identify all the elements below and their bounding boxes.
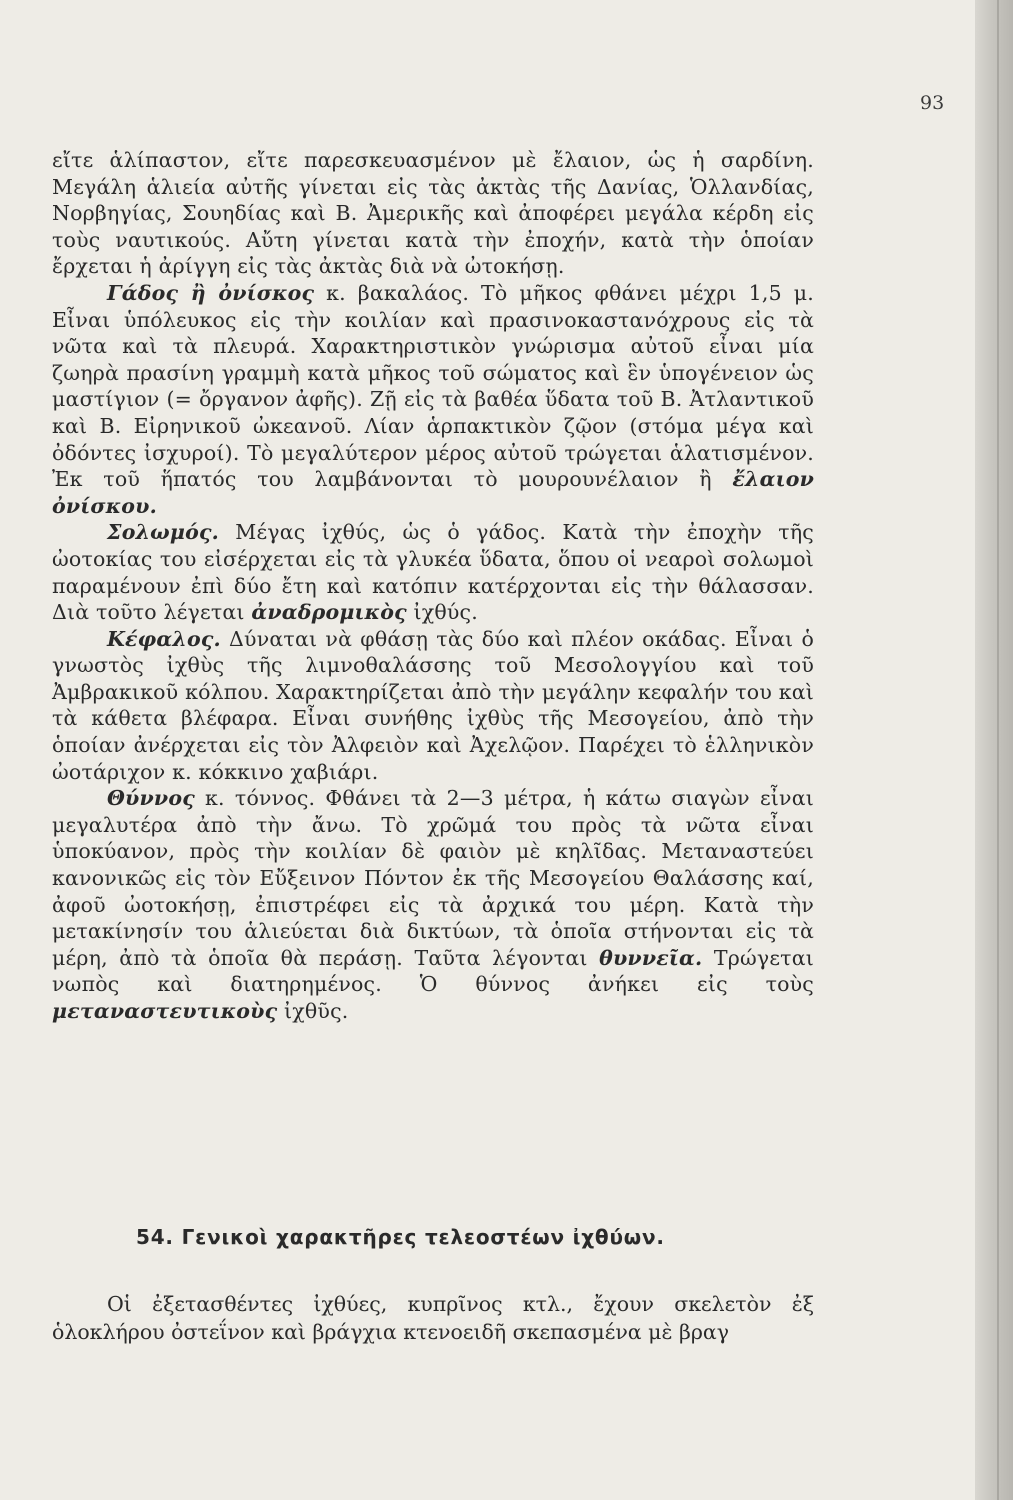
thynnos-term: Θύννος (107, 786, 195, 811)
gados-term: Γάδος ἢ ὀνίσκος (107, 280, 315, 305)
page-number: 93 (920, 92, 945, 114)
thynnos-text-2: Τρώγεται νωπὸς καὶ διατηρημένος. Ὁ θύννος ἀνήκει εἰς τοὺς (52, 945, 814, 997)
solomos-text: Μέγας ἰχθύς, ὡς ὁ γάδος. Κατὰ τὴν ἐποχὴν τῆς ὠοτοκίας του εἰσέρχεται εἰς τὰ γλυκέα ὕδατα, ὅπου οἱ νεαροὶ σολωμοὶ παραμένουν ἐπὶ δύο ἔτη καὶ κατόπιν κατέρχονται εἰς τὴν θάλασσαν. Διὰ τοῦτο λέγεται (52, 520, 814, 625)
section-body (52, 1290, 814, 1346)
kefalos-paragraph (52, 626, 814, 786)
section-paragraph: Οἱ ἐξετασθέντες ἰχθύες, κυπρῖνος κτλ., ἔχουν σκελετὸν ἐξ ὁλοκλήρου ὀστεΐνον καὶ βράγχια κτενοειδῆ σκεπασμένα μὲ βραγ (52, 1292, 814, 1344)
gados-oil-term: ἔλαιον ὀνίσκου. (52, 467, 814, 518)
solomos-text-end: ἰχθύς. (406, 600, 478, 625)
metanasteutikous-term: μεταναστευτικοὺς (52, 999, 278, 1023)
kefalos-text: Δύναται νὰ φθάσῃ τὰς δύο καὶ πλέον οκάδας. Εἶναι ὁ γνωστὸς ἰχθὺς τῆς λιμνοθαλάσσης τοῦ Μεσολογγίου καὶ τοῦ Ἀμβρακικοῦ κόλπου. Χαρακτηρίζεται ἀπὸ τὴν μεγάλην κεφαλήν του καὶ τὰ κάθετα βλέφαρα. Εἶναι συνήθης ἰχθὺς τῆς Μεσογείου, ἀπὸ τὴν ὁποίαν ἀνέρχεται εἰς τὸν Ἀλφειὸν καὶ Ἀχελῷον. Παρέχει τὸ ἑλληνικὸν ὠοτάριχον κ. κόκκινο χαβιάρι. (52, 626, 814, 784)
page-edge-line (997, 0, 999, 1500)
kefalos-term: Κέφαλος. (107, 626, 221, 651)
thynneia-term: θυννεῖα. (599, 945, 703, 970)
thynnos-paragraph (52, 785, 814, 1024)
thynnos-text-end: ἰχθῦς. (277, 999, 349, 1023)
body-text (52, 147, 814, 1025)
solomos-paragraph (52, 519, 814, 625)
gados-paragraph (52, 280, 814, 519)
page-edge (975, 0, 1013, 1500)
solomos-term: Σολωμός. (107, 520, 219, 545)
anadromikos-term: ἀναδρομικὸς (251, 600, 407, 625)
thynnos-text: κ. τόννος. Φθάνει τὰ 2—3 μέτρα, ἡ κάτω σιαγὼν εἶναι μεγαλυτέρα ἀπὸ τὴν ἄνω. Τὸ χρῶμά του πρὸς τὰ νῶτα εἶναι ὑποκύανον, πρὸς τὴν κοιλίαν δὲ φαιὸν μὲ κηλῖδας. Μεταναστεύει κανονικῶς εἰς τὸν Εὔξεινον Πόντον ἐκ τῆς Μεσογείου Θαλάσσης καί, ἀφοῦ ὠοτοκήσῃ, ἐπιστρέφει εἰς τὰ ἀρχικά του μέρη. Κατὰ τὴν μετακίνησίν του ἁλιεύεται διὰ δικτύων, τὰ ὁποῖα στήνονται εἰς τὰ μέρη, ἀπὸ τὰ ὁποῖα θὰ περάσῃ. Ταῦτα λέγονται (52, 786, 814, 970)
intro-paragraph: εἴτε ἁλίπαστον, εἴτε παρεσκευασμένον μὲ ἔλαιον, ὡς ἡ σαρδίνη. Μεγάλη ἁλιεία αὐτῆς γίνεται εἰς τὰς ἀκτὰς τῆς Δανίας, Ὁλλανδίας, Νορβηγίας, Σουηδίας καὶ Β. Ἀμερικῆς καὶ ἀποφέρει μεγάλα κέρδη εἰς τοὺς ναυτικούς. Αὔτη γίνεται κατὰ τὴν ἐποχήν, κατὰ τὴν ὁποίαν ἔρχεται ἡ ἀρίγγη εἰς τὰς ἀκτὰς διὰ νὰ ὠτοκήσῃ. (52, 148, 814, 279)
gados-text: κ. βακαλάος. Τὸ μῆκος φθάνει μέχρι 1,5 μ. Εἶναι ὑπόλευκος εἰς τὴν κοιλίαν καὶ πρασινοκαστανόχρους εἰς τὰ νῶτα καὶ τὰ πλευρά. Χαρακτηριστικὸν γνώρισμα αὐτοῦ εἶναι μία ζωηρὰ πρασίνη γραμμὴ κατὰ μῆκος τοῦ σώματος καὶ ἓν ὑπογένειον ὡς μαστίγιον (= ὄργανον ἀφῆς). Ζῇ εἰς τὰ βαθέα ὕδατα τοῦ Β. Ἀτλαντικοῦ καὶ Β. Εἰρηνικοῦ ὠκεανοῦ. Λίαν ἁρπακτικὸν ζῷον (στόμα μέγα καὶ ὀδόντες ἰσχυροί). Τὸ μεγαλύτερον μέρος αὐτοῦ τρώγεται ἁλατισμένον. Ἐκ τοῦ ἥπατός του λαμβάνονται τὸ μουρουνέλαιον ἢ (52, 280, 815, 492)
section-heading: 54. Γενικοὶ χαρακτῆρες τελεοστέων ἰχθύων. (136, 1225, 665, 1249)
